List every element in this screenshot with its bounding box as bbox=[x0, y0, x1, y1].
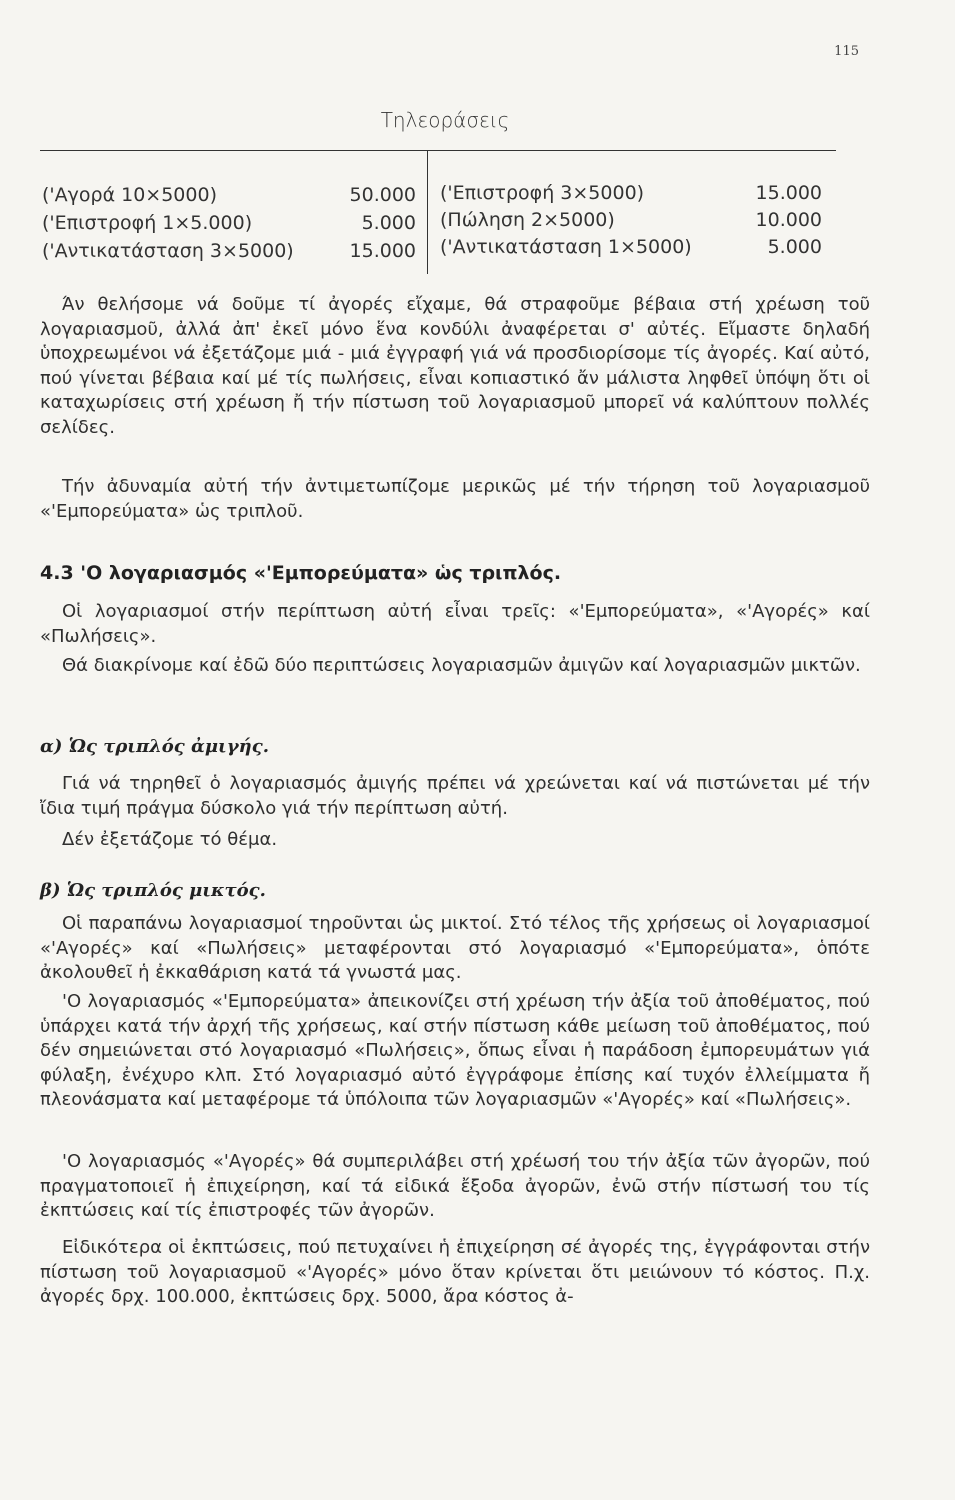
paragraph: Τήν ἀδυναμία αὐτή τήν ἀντιμετωπίζομε μερικῶς μέ τήν τήρηση τοῦ λογαριασμοῦ «'Εμπορεύματα» ὡς τριπλοῦ. bbox=[40, 476, 870, 522]
subsection-heading: α) Ὡς τριπλός ἀμιγής. bbox=[40, 736, 269, 757]
t-account-horizontal-rule bbox=[40, 150, 836, 151]
debit-entry-amount: 5.000 bbox=[361, 212, 416, 234]
section-heading: 4.3 'Ο λογαριασμός «'Εμπορεύματα» ὡς τριπλός. bbox=[40, 562, 562, 584]
debit-entry-label: ('Αντικατάσταση 3×5000) bbox=[42, 240, 294, 262]
credit-entry-amount: 15.000 bbox=[755, 182, 822, 204]
credit-entry-amount: 10.000 bbox=[755, 209, 822, 231]
credit-entry-label: ('Αντικατάσταση 1×5000) bbox=[440, 236, 692, 258]
paragraph: 'Ο λογαριασμός «'Αγορές» θά συμπεριλάβει στή χρέωσή του τήν ἀξία τῶν ἀγορῶν, πού πραγματοποιεῖ ἡ ἐπιχείρηση, καί τά εἰδικά ἔξοδα ἀγορῶν, ἐνῶ στήν πίστωσή του τίς ἐκπτώσεις καί τίς ἐπιστροφές τῶν ἀγορῶν. bbox=[40, 1151, 870, 1221]
paragraph: 'Ο λογαριασμός «'Εμπορεύματα» ἀπεικονίζει στή χρέωση τήν ἀξία τοῦ ἀποθέματος, πού ὑπάρχει κατά τήν ἀρχή τῆς χρήσεως, καί στήν πίστωση κάθε μείωση τοῦ ἀποθέματος, πού δέν σημειώνεται στό λογαριασμό «Πωλήσεις», ὅπως εἶναι ἡ παράδοση ἐμπορευμάτων γιά φύλαξη, ἐνέχυρο κλπ. Στό λογαριασμό αὐτό ἐγγράφομε ἐπίσης καί τυχόν ἐλλείμματα ἤ πλεονάσματα καί μεταφέρομε τά ὑπόλοιπα τῶν λογαριασμῶν «'Αγορές» καί «Πωλήσεις». bbox=[40, 991, 870, 1110]
t-account-title: Τηλεοράσεις bbox=[380, 108, 510, 132]
debit-entry-label: ('Αγορά 10×5000) bbox=[42, 184, 217, 206]
paragraph: Άν θελήσομε νά δοῦμε τί ἀγορές εἴχαμε, θά στραφοῦμε βέβαια στή χρέωση τοῦ λογαριασμοῦ, ἀλλά ἀπ' ἐκεῖ μόνο ἕνα κονδύλι ἀναφέρεται σ' αὐτές. Εἴμαστε δηλαδή ὑποχρεωμένοι νά ἐξετάζομε μιά - μιά ἐγγραφή γιά νά προσδιορίσομε τίς ἀγορές. Καί αὐτό, πού γίνεται βέβαια καί μέ τίς πωλήσεις, εἶναι κοπιαστικό ἄν μάλιστα ληφθεῖ ὑπόψη ὅτι οἱ καταχωρίσεις στή χρέωση ἤ τήν πίστωση τοῦ λογαριασμοῦ μπορεῖ νά καλύπτουν πολλές σελίδες. bbox=[40, 294, 870, 438]
credit-entry-amount: 5.000 bbox=[767, 236, 822, 258]
paragraph: Οἱ λογαριασμοί στήν περίπτωση αὐτή εἶναι τρεῖς: «'Εμπορεύματα», «'Αγορές» καί «Πωλήσεις». bbox=[40, 601, 870, 647]
credit-entry-label: ('Επιστροφή 3×5000) bbox=[440, 182, 645, 204]
paragraph: Γιά νά τηρηθεῖ ὁ λογαριασμός ἀμιγής πρέπει νά χρεώνεται καί νά πιστώνεται μέ τήν ἴδια τιμή πράγμα δύσκολο γιά τήν περίπτωση αὐτή. bbox=[40, 773, 870, 819]
subsection-heading: β) Ὡς τριπλός μικτός. bbox=[40, 880, 266, 901]
credit-entry-label: (Πώληση 2×5000) bbox=[440, 209, 615, 231]
debit-entry-amount: 15.000 bbox=[349, 240, 416, 262]
paragraph: Δέν ἐξετάζομε τό θέμα. bbox=[62, 829, 278, 850]
paragraph: Οἱ παραπάνω λογαριασμοί τηροῦνται ὡς μικτοί. Στό τέλος τῆς χρήσεως οἱ λογαριασμοί «'Αγορές» καί «Πωλήσεις» μεταφέρονται στό λογαριασμό «'Εμπορεύματα», ὁπότε ἀκολουθεῖ ἡ ἐκκαθάριση κατά τά γνωστά μας. bbox=[40, 913, 870, 983]
debit-entry-amount: 50.000 bbox=[349, 184, 416, 206]
t-account-vertical-rule bbox=[427, 151, 428, 274]
page-number: 115 bbox=[834, 44, 859, 59]
paragraph: Θά διακρίνομε καί ἐδῶ δύο περιπτώσεις λογαριασμῶν ἀμιγῶν καί λογαριασμῶν μικτῶν. bbox=[62, 655, 861, 676]
debit-entry-label: ('Επιστροφή 1×5.000) bbox=[42, 212, 253, 234]
paragraph: Εἰδικότερα οἱ ἐκπτώσεις, πού πετυχαίνει ἡ ἐπιχείρηση σέ ἀγορές της, ἐγγράφονται στήν πίστωση τοῦ λογαριασμοῦ «'Αγορές» μόνο ὅταν κρίνεται ὅτι μειώνουν τό κόστος. Π.χ. ἀγορές δρχ. 100.000, ἐκπτώσεις δρχ. 5000, ἄρα κόστος ἀ- bbox=[40, 1237, 870, 1307]
